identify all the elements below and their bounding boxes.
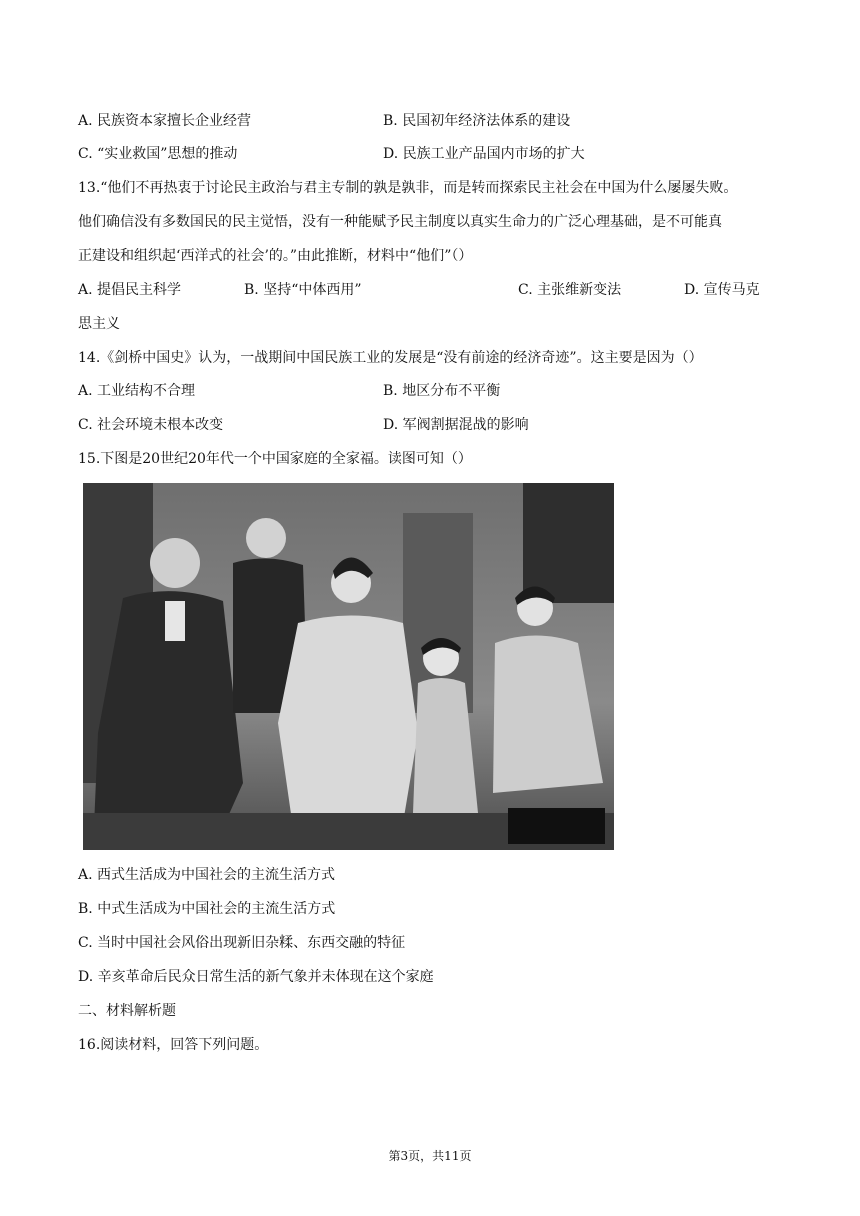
q15-option-d: D. 辛亥革命后民众日常生活的新气象并未体现在这个家庭 (78, 969, 434, 985)
q14-option-c: C. 社会环境未根本改变 (78, 417, 224, 433)
q13-option-c: C. 主张维新变法 (518, 282, 622, 298)
q15-option-b: B. 中式生活成为中国社会的主流生活方式 (78, 901, 336, 917)
q13-option-a: A. 提倡民主科学 (78, 282, 182, 298)
q14-option-d: D. 军阀割据混战的影响 (383, 417, 529, 433)
q12-option-b: B. 民国初年经济法体系的建设 (383, 113, 571, 129)
q14-option-b: B. 地区分布不平衡 (383, 383, 501, 399)
family-photo (83, 483, 614, 850)
q13-option-b: B. 坚持“中体西用” (244, 282, 362, 298)
q12-option-d: D. 民族工业产品国内市场的扩大 (383, 146, 585, 162)
page-footer: 第3页，共11页 (388, 1149, 472, 1163)
section-heading: 二、材料解析题 (78, 1003, 176, 1019)
q15-stem: 15.下图是20世纪20年代一个中国家庭的全家福。读图可知（） (78, 451, 472, 467)
q14-option-a: A. 工业结构不合理 (78, 383, 196, 399)
q15-option-c: C. 当时中国社会风俗出现新旧杂糅、东西交融的特征 (78, 935, 406, 951)
q13-option-d: D. 宣传马克 (684, 282, 760, 298)
q13-option-d-continued: 思主义 (78, 316, 120, 332)
q14-stem: 14.《剑桥中国史》认为，一战期间中国民族工业的发展是“没有前途的经济奇迹”。这主要是因为（） (78, 350, 703, 366)
q12-option-c: C. “实业救国”思想的推动 (78, 146, 238, 162)
q12-option-a: A. 民族资本家擅长企业经营 (78, 113, 252, 129)
q13-stem-line-1: 13.“他们不再热衷于讨论民主政治与君主专制的孰是孰非，而是转而探索民主社会在中国为什么屡屡失败。 (78, 180, 738, 196)
q13-stem-line-3: 正建设和组织起‘西洋式的社会’的。”由此推断，材料中“他们”（） (78, 248, 473, 264)
q16-stem: 16.阅读材料，回答下列问题。 (78, 1037, 269, 1053)
q15-option-a: A. 西式生活成为中国社会的主流生活方式 (78, 867, 336, 883)
q13-stem-line-2: 他们确信没有多数国民的民主觉悟，没有一种能赋予民主制度以真实生命力的广泛心理基础，是不可能真 (78, 214, 722, 230)
